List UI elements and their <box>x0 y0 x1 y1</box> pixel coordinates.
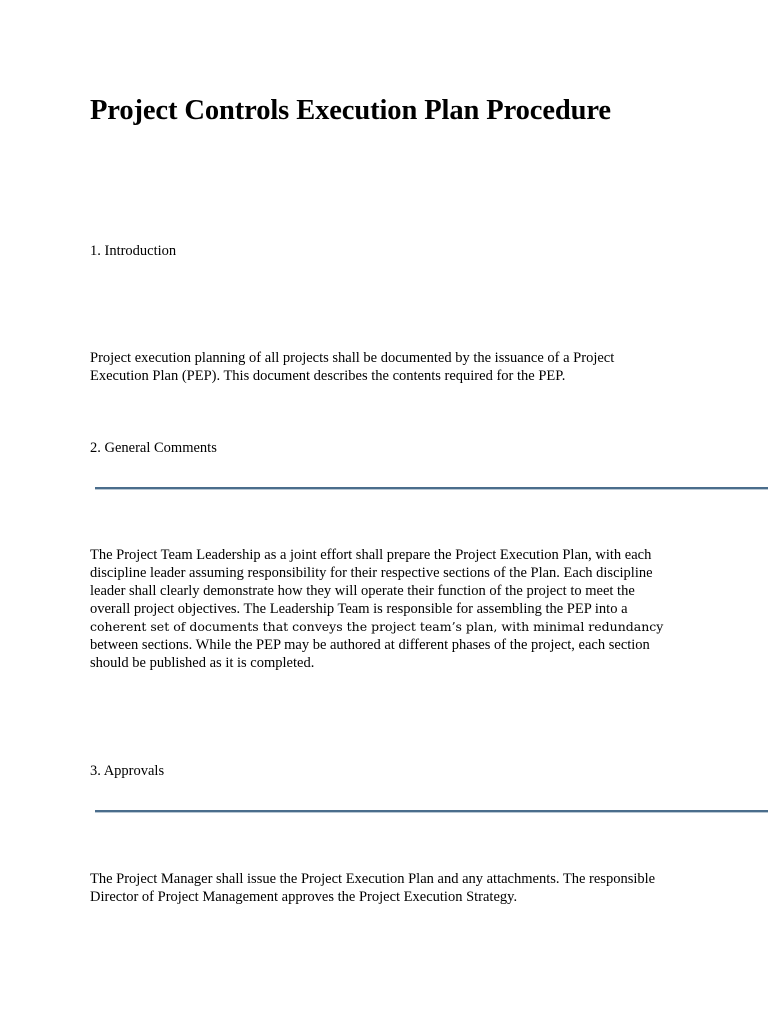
section-heading-introduction: 1. Introduction <box>90 243 177 259</box>
paragraph-line: The Project Manager shall issue the Project Execution Plan and any attachments. The responsible <box>90 871 656 887</box>
section-divider <box>95 810 768 813</box>
paragraph-line: overall project objectives. The Leadership Team is responsible for assembling the PEP into a <box>90 601 628 617</box>
paragraph-line: Director of Project Management approves the Project Execution Strategy. <box>90 889 518 905</box>
paragraph-line: Execution Plan (PEP). This document describes the contents required for the PEP. <box>90 368 566 384</box>
paragraph-line: between sections. While the PEP may be authored at different phases of the project, each section <box>90 637 650 653</box>
section-divider <box>95 487 768 490</box>
paragraph-line: should be published as it is completed. <box>90 655 315 671</box>
section-paragraph-approvals <box>90 870 655 906</box>
paragraph-line: discipline leader assuming responsibility for their respective sections of the Plan. Each discipline <box>90 565 653 581</box>
paragraph-line: The Project Team Leadership as a joint effort shall prepare the Project Execution Plan, with each <box>90 547 652 563</box>
section-heading-approvals: 3. Approvals <box>90 763 165 779</box>
paragraph-line: leader shall clearly demonstrate how they will operate their function of the project to meet the <box>90 583 635 599</box>
paragraph-line: Project execution planning of all projects shall be documented by the issuance of a Project <box>90 350 615 366</box>
section-heading-general-comments: 2. General Comments <box>90 440 217 456</box>
document-title: Project Controls Execution Plan Procedure <box>90 95 611 126</box>
section-paragraph-general-comments <box>90 546 663 672</box>
section-paragraph-introduction <box>90 349 614 385</box>
paragraph-line: coherent set of documents that conveys the project team’s plan, with minimal redundancy <box>90 619 664 634</box>
